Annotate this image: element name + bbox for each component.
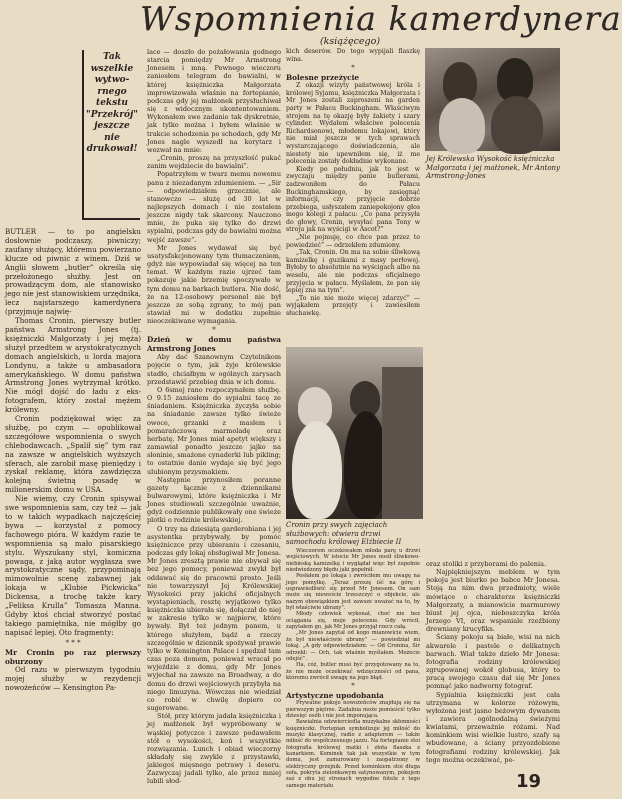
paragraph: O 6smej rano rozpoczynałem służbę. O 9.15 zaniosłem do sypialni tacę ze śniadaniem. Księżniczka życzyła sobie na śniadanie zawsze tylko świeże owoce, grzanki z masłem i pomarańczową marmoladę oraz herbatę. Mr Jones miał apetyt większy i zamawiał ponadto jeszcze jajko na słoninie, smażone cynaderki lub pikling; to ostatnie danie wydaje się być jego ulubionym przysmakiem.: [147, 385, 281, 476]
photo-figure: [439, 98, 485, 154]
paragraph: Wieczorem oczekiwałem młoda parę u drzwi wejściowych. W istocie Mr Jones nosił śliwkowo-niebieską kamizelkę i wyglądał więc był zupełnie niedwiedzony błędu jaki popełnił.: [286, 548, 420, 574]
section-heading: Dzień w domu państwa Armstrong Jones: [147, 335, 281, 354]
boxed-note-line: nie: [104, 132, 120, 143]
paragraph: Ha, cóż, butler musi być przygotowany na to, że nie może oczekiwać wdzięczności od pana, któremu zwrócił uwagę na jego błąd.: [286, 662, 420, 681]
paragraph: Prywatne pokoje nowożeńców znajdują się na pierwszym piętrze. Zadalnia może pomieścić tylko dziesięć osób i nie jest imponująca.: [286, 700, 420, 719]
column-4: [426, 560, 560, 764]
boxed-note-line: drukował!: [86, 144, 138, 154]
paragraph: „Nie pojmuję, co chce pan przez to powiedzieć” — odrzekłem zdumiony.: [286, 234, 420, 249]
paragraph: Następnie przynosiłem poranne gazety łącznie z dziennikami bulwarowymi, które księżniczka i Mr Jones studiowali szczególnie uważnie, gdyż codziennie publikowały one świeże plotki o rodzinie królewskiej.: [147, 475, 281, 525]
paragraph: O trzy na dziesiątą garderobiana i jej asystentka przybywały, by pomóc księżniczce przy ubieraniu i czesaniu, podczas gdy lokaj obsługiwał Mr Jonesa. Mr Jones zresztą prawie nie obywał się bez jego pomocy, ponieważ zwykł był oddawać się do pracowni prosto. Jeśli nie towarzyszył Jej Królewskiej Wysokości przy jakichś oficjalnych wystąpieniach, resztę wyjątkowo tylko księżniczka ubierała się, dołączał do niej w zakresie tylko w najpierw, które bywały. Był też jednym panem, u którego służyłem, bądź a rzeczy szczególnie w dziennik spożywał prawie tylko w Kensington Palace i spędzał tam czas poza domem, ponieważ wracał po wyjeździe z domu, gdy Mr Jones wyjechał na zawsze na Broadway, a do domu do drzwi wejściowych przybyła na niego limuzyna. Wówczas nie wiedział co robić w chwilę dopiero co sugerowane.: [147, 524, 281, 713]
section-heading: Bolesne przeżycie: [286, 73, 360, 83]
paragraph: Popatrzyłem w twarz memu nowemu panu z niezadanym zdumieniem. — „Sir — odpowiedziałem grzecznie, ale stanowczo — służę od 30 lat w najlepszych domach i nie zostałem jeszcze nigdy tak skarcony. Nauczono mnie, że puka się tylko do drzwi sypialni, podczas gdy do bawialni można wejść zawsze”.: [147, 170, 281, 244]
paragraph: Stół, przy którym jadała księżniczka i jej małżonek był wypróbowany w wąskiej potyczce i zawsze podawałem stół o wysokości, koń i wszystkie rozwiązania. Lunch i obiad wieczorny składały się zwykle z przystawki, jakiegoś mięsnego potrawy i deseru. Zazwyczaj jadali tylko, ale przez mniej lubili słod-: [147, 712, 281, 786]
paragraph: „To nie nie może więcej zdarzyć” — wyjąkałem przejęty i zawiesiłem słuchawkę.: [286, 294, 420, 317]
separator: *: [212, 326, 216, 335]
photo-princess-and-husband: [425, 48, 560, 151]
photo-figure: [292, 421, 342, 519]
paragraph: oraz stoliki z przyborami do palenia.: [426, 560, 547, 568]
section-heading: Mr Cronin po raz pierwszy oburzony: [5, 647, 141, 666]
paragraph: BUTLER — to po angielsku dosłownie podczaszy, piwniczy; zaufany służący, któremu powierzano klucze od piwnic z winem. Dziś w Anglii słowem „butler” określa się przełożonego służby. Jest on prowadzącym dom, ale stanowisko jego nie jest stanowiskiem urzędnika, lecz najstarszego kamerdynera (przyjmuje najwię-: [5, 227, 141, 317]
photo-figure: [491, 96, 543, 154]
paragraph: Od razu w pierwszym tygodniu mojej służby w rezydencji nowożeńców — Kensington Pa-: [5, 664, 141, 692]
separator: *: [351, 64, 355, 73]
paragraph: Nie wiemy, czy Cronin spisywał swe wspomnienia sam, czy też — jak to w takich wypadkach najczęściej bywa — korzystał z pomocy fachowego pióra. W każdym razie te wspomnienia są mało pisarskiego stylu. Wyszukany styl, komiczna powaga, z jaką autor wygłasza swe arystokratyczne sądy, przypominają mimowolnie scenę zabawnej jak lokaja w „Klubie Pickwicka” Dickensa, a trochę także kary „Feliksa Krulla” Tomasza Manna. Gdyby ktoś chciał stworzyć postać takiego pamiętnika, nie mógłby go napisać lepiej. Oto fragmenty:: [5, 494, 141, 637]
boxed-note-line: "Przekrój": [86, 109, 138, 120]
paragraph: Bawialnia odzwierciedla muzykalne skłonności księżniczki. Fortepian symbolizuje jej miłość do muzyki klasycznej, radio z adapterem — także miłość do współczesnego jazzu. Na fortepianie stoi fotografia królowej matki i złota flaszka z kanarkiem. Kominek tak jak wszystkie w tym domu, jest zamurowany i zaopatrzony w elektryczny grzejnik. Przed kominkiem stoi długa sofa, pokryta zielonkawym satynowanym, pokojem zaś z obu jej stronach wygodne fotele z tego samego materiału: [286, 719, 420, 789]
paragraph: Mr Jones wydawał się być usatysfakcjonowany tym tłumaczeniem, gdyż nie wypowiadał się więcej na ten temat. W każdym razie ujrzeć tam pokazuje jakie brzemię spoczywało w tym domu na barkach butlera. Nie dość, że na 12-osobowy personel nie był jeszcze ze sobą zgrany, to mój pan stawiał mi w dodatku zupełnie nieoczekiwane wymagania.: [147, 243, 281, 326]
photo-caption: Cronin przy swych zajęciach służbowych: otwiera drzwi samochodu królowej Elżbiecie II: [286, 521, 402, 546]
paragraph: Sypialnia księżniczki jest cała utrzymana w kolorze różowym, wyłożona jest jasno beżowym dywanem i zawiera ogólnodalną świeżymi kwiatami, przeważnie różami. Nad kominkiem wisi wielkie lustro, szafy są wbudowane, a ściany przyozdobione fotografiami rodziny królewskiej. Jak tego można oczekiwać, pe-: [426, 690, 560, 764]
paragraph: Ściany pokoju są białe, wisi na nich akwarele i pastele o delikatnych barwach. Wiał także dzieło Mr Jonesa: fotografia rodziny królewskiej zgrupowanej wokół globusa, który to pracą swojego czasu dał się Mr Jones pomnąć jako nadworny fotograf.: [426, 633, 560, 691]
boxed-note-line: wytwo-: [94, 75, 130, 85]
paragraph: kich deserów. Do tego wypijali flaszkę wina.: [286, 48, 420, 63]
paragraph: „Tak, Cronin. On ma na sobie śliwkową kamizelkę i guzikami z masy perłowej. Byłoby to absolutnie na wyścigach albo na weselu, ale nie podczas oficjalnego przyjęcia w pałacu. Myślałem, że pan się lepiej zna na tym”.: [286, 249, 420, 295]
paragraph: Aby dać Szanownym Czytelnikom pojęcie o tym, jak żyje królewskie stadło, chciałbym w ogólnych zarysach przedstawić przebieg dnia w ich domu.: [147, 353, 281, 386]
boxed-note-line: rnego: [97, 86, 127, 97]
section-heading: Artystyczne upodobania: [286, 691, 384, 701]
photo-caption: Jej Królewska Wysokość księżniczka Małgorzata i jej małżonek, Mr Antony Armstrong-Jones: [426, 155, 561, 180]
paragraph: „Cronin, proszę na przyszłość pukać zanim wejdziecie do bawialni”.: [147, 154, 281, 171]
column-1: [5, 228, 141, 692]
photo-butler-opening-door: [286, 347, 423, 519]
paragraph: lace — doszło do pożałowania godnego starcia pomiędzy Mr Armstrong Jonesem i mną. Pewnego wieczoru zaniosłem telegram do bawialni, w której księżniczka Małgorzata improwizowała właśnie na fortepianie, podczas gdy jej małżonek przysłuchiwał się z widocznym ukontentowaniem. Wykonałem swe zadanie tak dyskretnie, jak tylko można i byłem właśnie w trakcie schodzenia po schodach, gdy Mr Jones nagle wyszedł na korytarz i wezwał na mnie:: [147, 48, 281, 154]
paragraph: Młody człowiek wykonał, choć nie bez ociągania się, moje polecenie. Gdy wrócił, zapytałem go, jak Mr Jones przyjął rzecz całą.: [286, 611, 420, 631]
column-3-lower: [286, 548, 420, 789]
page-number: 19: [516, 771, 542, 792]
paragraph: Posłałem po lokaja i zwróciłem mu uwagę na jego pomyłkę. „Teraz proszę iść na górę i usprawiedliwić się przed Mr Jonesem. On sam może się nieweście trzeszczyć o objekcie, ale nazym obowiązkiem jest zawsze uważać na to, by był właściwie ubrany”.: [286, 573, 420, 612]
boxed-note-line: Tak: [103, 52, 121, 62]
boxed-note-line: wszelkie: [90, 63, 134, 74]
paragraph: Cronin podziękował więc za służbę, po czym — opublikował szczegółowe wspomnienia o swych chlebodawcach. „Spalił się” tym raz na zawsze w angielskich wyższych sferach, ale zarobił masę pieniędzy i zyskał reklamę, która zawdzięcza kolejną świetną posadę w milionerskim domu w USA.: [5, 414, 141, 495]
boxed-note: [82, 50, 140, 220]
column-2: [147, 48, 281, 786]
paragraph: „Mr Jones zapytał od kogo mianowicie wiem, że był niewłaściwie ubrany” — powiedział mi lokaj. „A gdy odpowiedziałem: — Od Cronina, Sir odrzekł: — Och, tak właśnie myślałem. Możecie odejść”.: [286, 630, 420, 662]
paragraph: Thomas Cronin, pierwszy butler państwa Armstrong Jones (tj. księżniczki Małgorzaty i jej męża) służył przedtem w arystokratycznych domach angielskich, u lorda majora Londynu, a także u ambasadora amerykańskiego. W domu państwa Armstrong Jones wytrzymał krótko. Nie mógł dojść do ładu z eks-fotografem, który został mężem królewny.: [5, 316, 141, 415]
boxed-note-line: jeszcze: [94, 121, 130, 131]
separator: * * *: [65, 638, 81, 647]
boxed-note-line: tekstu: [96, 98, 128, 108]
paragraph: Z okazji wizyty państwowej króla i królowej Syjamu, księżniczka Małgorzata i Mr Jones zostali zaproszeni na garden party w Pałacu Buckingham. Właściwym strojem na tę okazję były żakiety i szary cylinder. Wydałem właściwe polecenia Richardsonowi, młodemu lokajowi, który nie miał jeszcze w tych sprawach wystarczającego doświadczenia, ale niestety nie upewniłem się, iż me polecenia zostały dokładnie wykonane.: [286, 82, 420, 166]
photo-car-door: [382, 367, 423, 519]
page-subtitle: (książęcego): [319, 36, 381, 47]
paragraph: Najpiękniejszym meblem w tym pokoju jest biurko po babce Mr Jonesa. Stoją na nim dwa przedmioty, wiele mówiące o charakterze księżniczki Małgorzaty, a mianowicie marmurowy biust jej ojca, nieboszczyka króla Jerzego VI, oraz wspaniale rzeźbiony drewniany krucyfiks.: [426, 568, 560, 634]
column-3: [286, 48, 420, 318]
separator: *: [351, 682, 355, 691]
paragraph: Kiedy po południu, jak to jest w zwyczaju między panie butlerami, zadzwoniłem do Pałacu Buckinghamskiego, by zasięgnąć informacji, czy przyjęcie dobrze przebiega, usłyszałem zaniepokojony głos mego kolegi z pałacu: „Co pana przysyła do głowy, Cronin, wysyłać pana Tony w stroju jak na wyścigi w Ascot?”: [286, 165, 420, 234]
page-title: Wspomnienia kamerdynera: [140, 0, 622, 38]
